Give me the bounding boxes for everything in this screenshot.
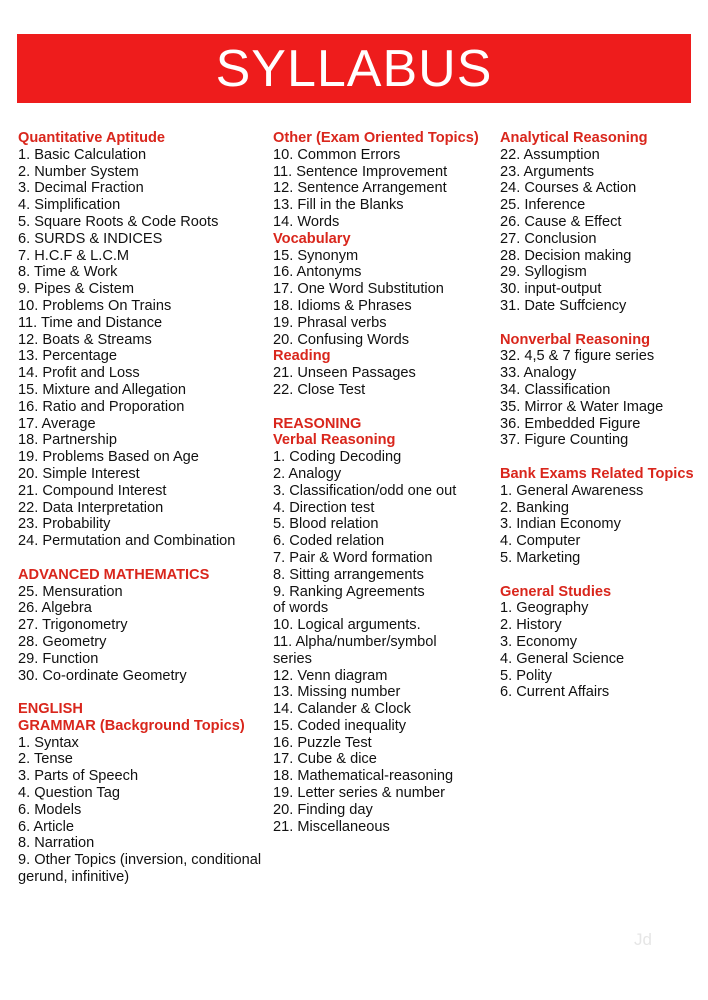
topic-item: 32. 4,5 & 7 figure series xyxy=(500,348,655,365)
topic-item: 10. Problems On Trains xyxy=(18,297,172,314)
topic-item: 11. Time and Distance xyxy=(18,314,163,331)
page-title: SYLLABUS xyxy=(215,39,493,98)
topic-item: 11. Alpha/number/symbol xyxy=(273,633,437,650)
title-banner xyxy=(17,34,691,103)
topic-item: 20. Confusing Words xyxy=(273,331,410,348)
topic-item: 6. Models xyxy=(18,801,82,818)
section-heading: ENGLISH xyxy=(18,701,83,718)
watermark-logo: Jd xyxy=(634,930,652,949)
topic-item: 12. Sentence Arrangement xyxy=(273,180,447,197)
topic-item: 5. Blood relation xyxy=(273,516,379,533)
topic-item: 16. Puzzle Test xyxy=(273,734,372,751)
topic-item: 1. Geography xyxy=(500,600,589,617)
section-heading: Bank Exams Related Topics xyxy=(500,465,694,482)
topic-item: 35. Mirror & Water Image xyxy=(500,398,664,415)
topic-item: 20. Finding day xyxy=(273,801,373,818)
section-heading: ADVANCED MATHEMATICS xyxy=(18,566,210,583)
topic-item: 10. Logical arguments. xyxy=(273,617,421,634)
column-2 xyxy=(273,130,499,835)
topic-item: 5. Square Roots & Code Roots xyxy=(18,213,219,230)
topic-item: 27. Trigonometry xyxy=(18,617,128,634)
topic-item: 3. Parts of Speech xyxy=(18,768,139,785)
topic-item: 10. Common Errors xyxy=(273,146,401,163)
section-heading: GRAMMAR (Background Topics) xyxy=(18,717,245,734)
topic-item: 24. Courses & Action xyxy=(500,180,637,197)
topic-item: 19. Phrasal verbs xyxy=(273,314,387,331)
topic-item: 13. Fill in the Blanks xyxy=(273,197,404,214)
topic-item: 22. Close Test xyxy=(273,381,366,398)
topic-item: 23. Probability xyxy=(18,516,111,533)
topic-item: 6. Coded relation xyxy=(273,533,385,550)
topic-item: 9. Ranking Agreements xyxy=(273,583,425,600)
topic-item: gerund, infinitive) xyxy=(18,869,130,886)
topic-item: 14. Words xyxy=(273,213,340,230)
topic-item: 6. SURDS & INDICES xyxy=(18,230,163,247)
topic-item: 5. Polity xyxy=(500,667,552,684)
topic-item: 15. Coded inequality xyxy=(273,717,407,734)
topic-item: 30. Co-ordinate Geometry xyxy=(18,667,187,684)
section-heading: Nonverbal Reasoning xyxy=(500,331,651,348)
topic-item: 3. Indian Economy xyxy=(500,516,621,533)
section-spacer xyxy=(500,315,705,332)
topic-item: 23. Arguments xyxy=(500,163,595,180)
topic-item: 1. Syntax xyxy=(18,734,79,751)
topic-item: 3. Economy xyxy=(500,633,578,650)
topic-item: 19. Letter series & number xyxy=(273,785,445,802)
section-heading: REASONING xyxy=(273,415,362,432)
topic-item: 21. Unseen Passages xyxy=(273,365,416,382)
section-spacer xyxy=(500,449,705,466)
topic-item: 4. General Science xyxy=(500,650,625,667)
column-1 xyxy=(18,130,273,886)
topic-item: 11. Sentence Improvement xyxy=(273,163,448,180)
topic-item: 2. History xyxy=(500,617,562,634)
topic-item: 33. Analogy xyxy=(500,365,577,382)
section-heading: General Studies xyxy=(500,583,612,600)
topic-item: 36. Embedded Figure xyxy=(500,415,641,432)
topic-item: 21. Compound Interest xyxy=(18,482,167,499)
topic-item: 8. Sitting arrangements xyxy=(273,566,424,583)
section-spacer xyxy=(18,550,273,567)
topic-item: 34. Classification xyxy=(500,381,611,398)
section-spacer xyxy=(273,399,499,416)
topic-item: 1. Basic Calculation xyxy=(18,146,147,163)
topic-item: 7. H.C.F & L.C.M xyxy=(18,247,130,264)
column-3 xyxy=(500,130,705,701)
topic-item: 15. Mixture and Allegation xyxy=(18,381,186,398)
topic-item: 26. Cause & Effect xyxy=(500,213,622,230)
topic-item: 9. Pipes & Cistem xyxy=(18,281,134,298)
topic-item: of words xyxy=(273,600,329,617)
section-heading: Verbal Reasoning xyxy=(273,432,396,449)
section-heading: Quantitative Aptitude xyxy=(18,130,166,146)
topic-item: 2. Number System xyxy=(18,163,139,180)
topic-item: 3. Decimal Fraction xyxy=(18,180,144,197)
topic-item: 4. Direction test xyxy=(273,499,375,516)
topic-item: 18. Idioms & Phrases xyxy=(273,297,412,314)
topic-item: 7. Pair & Word formation xyxy=(273,549,433,566)
topic-item: 27. Conclusion xyxy=(500,230,597,247)
topic-item: 8. Narration xyxy=(18,835,95,852)
topic-item: 28. Geometry xyxy=(18,633,107,650)
section-heading: Analytical Reasoning xyxy=(500,130,648,146)
topic-item: 4. Simplification xyxy=(18,197,121,214)
topic-item: 6. Article xyxy=(18,818,74,835)
topic-item: 6. Current Affairs xyxy=(500,684,610,701)
topic-item: 2. Analogy xyxy=(273,465,342,482)
topic-item: 17. Cube & dice xyxy=(273,751,377,768)
topic-item: 17. Average xyxy=(18,415,96,432)
topic-item: 18. Partnership xyxy=(18,432,117,449)
topic-item: 4. Question Tag xyxy=(18,785,120,802)
topic-item: 26. Algebra xyxy=(18,600,92,617)
topic-item: 28. Decision making xyxy=(500,247,632,264)
topic-item: 15. Synonym xyxy=(273,247,359,264)
topic-item: 5. Marketing xyxy=(500,549,581,566)
topic-item: 31. Date Suffciency xyxy=(500,297,627,314)
topic-item: 12. Boats & Streams xyxy=(18,331,152,348)
topic-item: 13. Missing number xyxy=(273,684,401,701)
topic-item: 37. Figure Counting xyxy=(500,432,629,449)
section-spacer xyxy=(18,684,273,701)
topic-item: 19. Problems Based on Age xyxy=(18,449,199,466)
topic-item: 16. Ratio and Proporation xyxy=(18,398,185,415)
topic-item: 18. Mathematical-reasoning xyxy=(273,768,454,785)
topic-item: 1. Coding Decoding xyxy=(273,449,402,466)
topic-item: 8. Time & Work xyxy=(18,264,118,281)
section-spacer xyxy=(500,567,705,584)
topic-item: 16. Antonyms xyxy=(273,264,362,281)
topic-item: 30. input-output xyxy=(500,281,602,298)
section-heading: Reading xyxy=(273,348,331,365)
topic-item: 22. Assumption xyxy=(500,146,600,163)
section-heading: Other (Exam Oriented Topics) xyxy=(273,130,479,146)
topic-item: 4. Computer xyxy=(500,533,581,550)
topic-item: 21. Miscellaneous xyxy=(273,818,390,835)
topic-item: 13. Percentage xyxy=(18,348,117,365)
topic-item: 29. Syllogism xyxy=(500,264,587,281)
topic-item: 25. Inference xyxy=(500,197,586,214)
topic-item: 1. General Awareness xyxy=(500,482,644,499)
topic-item: 2. Tense xyxy=(18,751,73,768)
topic-item: series xyxy=(273,650,312,667)
topic-item: 14. Calander & Clock xyxy=(273,701,411,718)
topic-item: 25. Mensuration xyxy=(18,583,123,600)
topic-item: 22. Data Interpretation xyxy=(18,499,164,516)
topic-item: 3. Classification/odd one out xyxy=(273,482,457,499)
topic-item: 20. Simple Interest xyxy=(18,465,140,482)
topic-item: 2. Banking xyxy=(500,499,569,516)
topic-item: 9. Other Topics (inversion, conditional xyxy=(18,852,262,869)
section-heading: Vocabulary xyxy=(273,230,351,247)
topic-item: 24. Permutation and Combination xyxy=(18,533,236,550)
topic-item: 14. Profit and Loss xyxy=(18,365,140,382)
topic-item: 12. Venn diagram xyxy=(273,667,388,684)
topic-item: 29. Function xyxy=(18,650,99,667)
topic-item: 17. One Word Substitution xyxy=(273,281,444,298)
